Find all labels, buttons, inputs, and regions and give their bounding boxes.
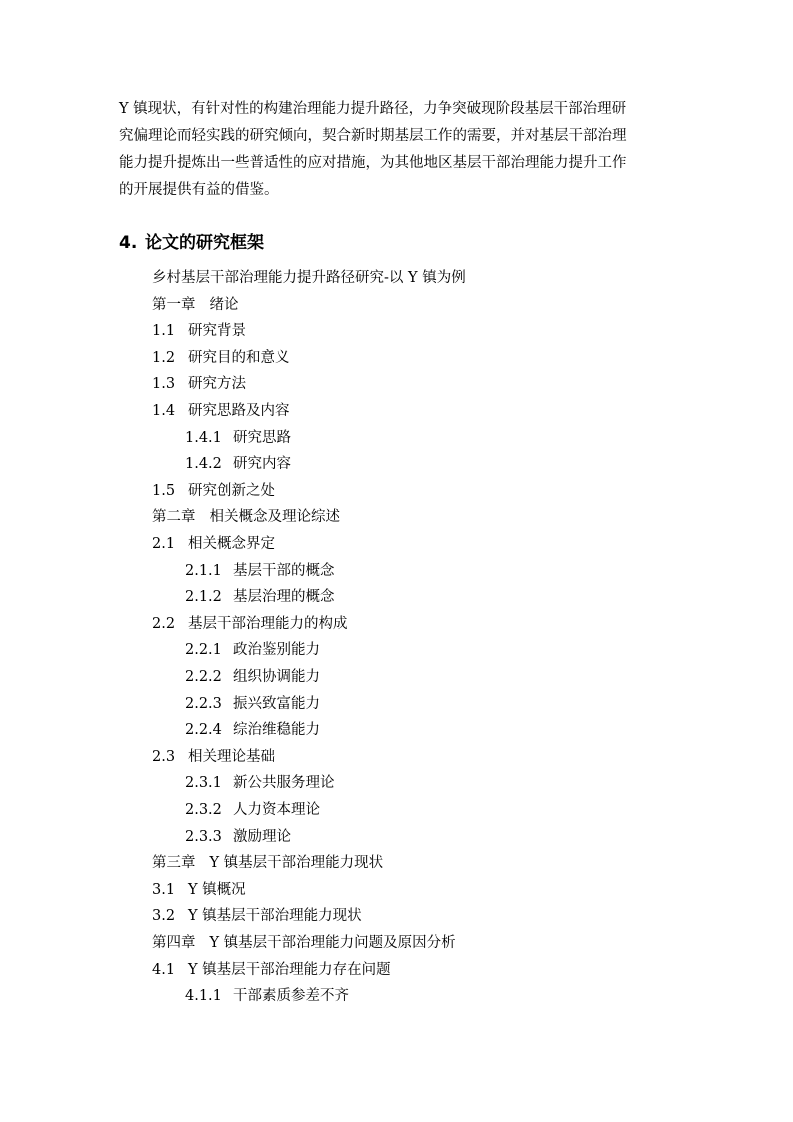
- outline-text: 研究思路: [233, 429, 291, 446]
- outline-subsection: [185, 639, 320, 661]
- outline-title: [152, 267, 466, 289]
- outline-chapter: [152, 932, 456, 954]
- outline-text: Y 镇基层干部治理能力存在问题: [188, 961, 391, 978]
- outline-number: 2.3.1: [185, 775, 222, 792]
- outline-text: 相关概念界定: [188, 536, 275, 552]
- outline-number: 第一章: [152, 296, 196, 313]
- outline-subsection: [185, 666, 320, 688]
- intro-paragraph: [119, 96, 679, 204]
- outline-number: 4.1.1: [185, 988, 222, 1005]
- outline-number: 3.2: [152, 908, 176, 925]
- outline-number: 4.1: [152, 961, 176, 978]
- outline-subsection: [185, 826, 291, 848]
- outline-text: 基层干部治理能力的构成: [188, 615, 348, 632]
- outline-text: 干部素质参差不齐: [233, 988, 349, 1005]
- outline-text: 研究背景: [188, 323, 246, 340]
- section-title: 论文的研究框架: [145, 233, 264, 253]
- outline-text: 组织协调能力: [233, 669, 320, 685]
- outline-text: 基层治理的概念: [233, 589, 335, 606]
- outline-text: 乡村基层干部治理能力提升路径研究-以 Y 镇为例: [152, 270, 466, 286]
- outline-number: 1.3: [152, 376, 176, 393]
- intro-line: 能力提升提炼出一些普适性的应对措施，为其他地区基层干部治理能力提升工作: [119, 155, 627, 171]
- outline-text: 研究内容: [233, 456, 291, 473]
- outline-text: Y 镇基层干部治理能力现状: [188, 908, 362, 925]
- outline-number: 2.1.1: [185, 562, 222, 579]
- outline-section: [152, 905, 362, 927]
- outline-text: 相关理论基础: [188, 748, 275, 765]
- outline-text: Y 镇概况: [188, 881, 246, 898]
- outline-number: 2.2.4: [185, 722, 222, 739]
- outline-section: [152, 480, 275, 502]
- outline-number: 2.1.2: [185, 589, 222, 606]
- outline-subsection: [185, 453, 291, 475]
- outline-section: [152, 400, 290, 422]
- outline-text: 研究创新之处: [188, 482, 275, 499]
- outline-number: 2.3: [152, 748, 176, 765]
- outline-text: 绪论: [209, 296, 239, 313]
- outline-number: 2.2.2: [185, 669, 222, 685]
- outline-section: [152, 533, 275, 555]
- outline-number: 1.4.2: [185, 456, 222, 473]
- outline-number: 2.1: [152, 536, 176, 552]
- outline-chapter: [152, 506, 340, 528]
- intro-line: 的开展提供有益的借鉴。: [119, 182, 279, 198]
- outline-number: 1.1: [152, 323, 176, 340]
- outline-subsection: [185, 693, 320, 715]
- outline-number: 2.2: [152, 615, 176, 632]
- outline-section: [152, 373, 246, 395]
- outline-text: 人力资本理论: [233, 802, 320, 818]
- outline-subsection: [185, 719, 320, 741]
- outline-number: 第二章: [152, 509, 196, 526]
- outline-subsection: [185, 586, 335, 608]
- outline-number: 第三章: [152, 855, 196, 872]
- outline-section: [152, 959, 391, 981]
- outline-chapter: [152, 294, 239, 316]
- intro-line: 究偏理论而轻实践的研究倾向，契合新时期基层工作的需要，并对基层干部治理: [119, 128, 627, 144]
- outline-text: 新公共服务理论: [233, 775, 335, 792]
- outline-number: 2.2.3: [185, 695, 222, 712]
- outline-text: 基层干部的概念: [233, 562, 335, 579]
- outline-subsection: [185, 560, 335, 582]
- section-number: 4.: [119, 233, 138, 253]
- outline-text: 相关概念及理论综述: [209, 509, 340, 526]
- outline-number: 1.4.1: [185, 429, 222, 446]
- outline-chapter: [152, 852, 383, 874]
- outline-text: Y 镇基层干部治理能力问题及原因分析: [209, 935, 456, 951]
- outline-section: [152, 746, 275, 768]
- outline-number: 1.5: [152, 482, 176, 499]
- outline-text: 综治维稳能力: [233, 722, 320, 739]
- outline-section: [152, 347, 290, 369]
- outline-subsection: [185, 985, 349, 1007]
- outline-text: Y 镇基层干部治理能力现状: [209, 855, 384, 872]
- intro-line: Y 镇现状，有针对性的构建治理能力提升路径，力争突破现阶段基层干部治理研: [119, 101, 627, 117]
- outline-number: 2.2.1: [185, 642, 222, 659]
- outline-number: 第四章: [152, 935, 196, 951]
- outline-number: 3.1: [152, 881, 176, 898]
- outline-text: 政治鉴别能力: [233, 642, 320, 659]
- outline-text: 研究思路及内容: [188, 403, 290, 419]
- outline-text: 振兴致富能力: [233, 695, 320, 712]
- outline-number: 2.3.2: [185, 802, 222, 818]
- outline-section: [152, 879, 246, 901]
- outline-text: 研究方法: [188, 376, 246, 393]
- outline-section: [152, 613, 348, 635]
- outline-subsection: [185, 799, 320, 821]
- outline-text: 激励理论: [233, 828, 291, 845]
- section-heading: [119, 230, 264, 256]
- outline-number: 1.2: [152, 349, 176, 366]
- outline-subsection: [185, 772, 335, 794]
- outline-number: 1.4: [152, 403, 176, 419]
- outline-subsection: [185, 427, 291, 449]
- outline-text: 研究目的和意义: [188, 349, 290, 366]
- outline-section: [152, 320, 246, 342]
- outline-number: 2.3.3: [185, 828, 222, 845]
